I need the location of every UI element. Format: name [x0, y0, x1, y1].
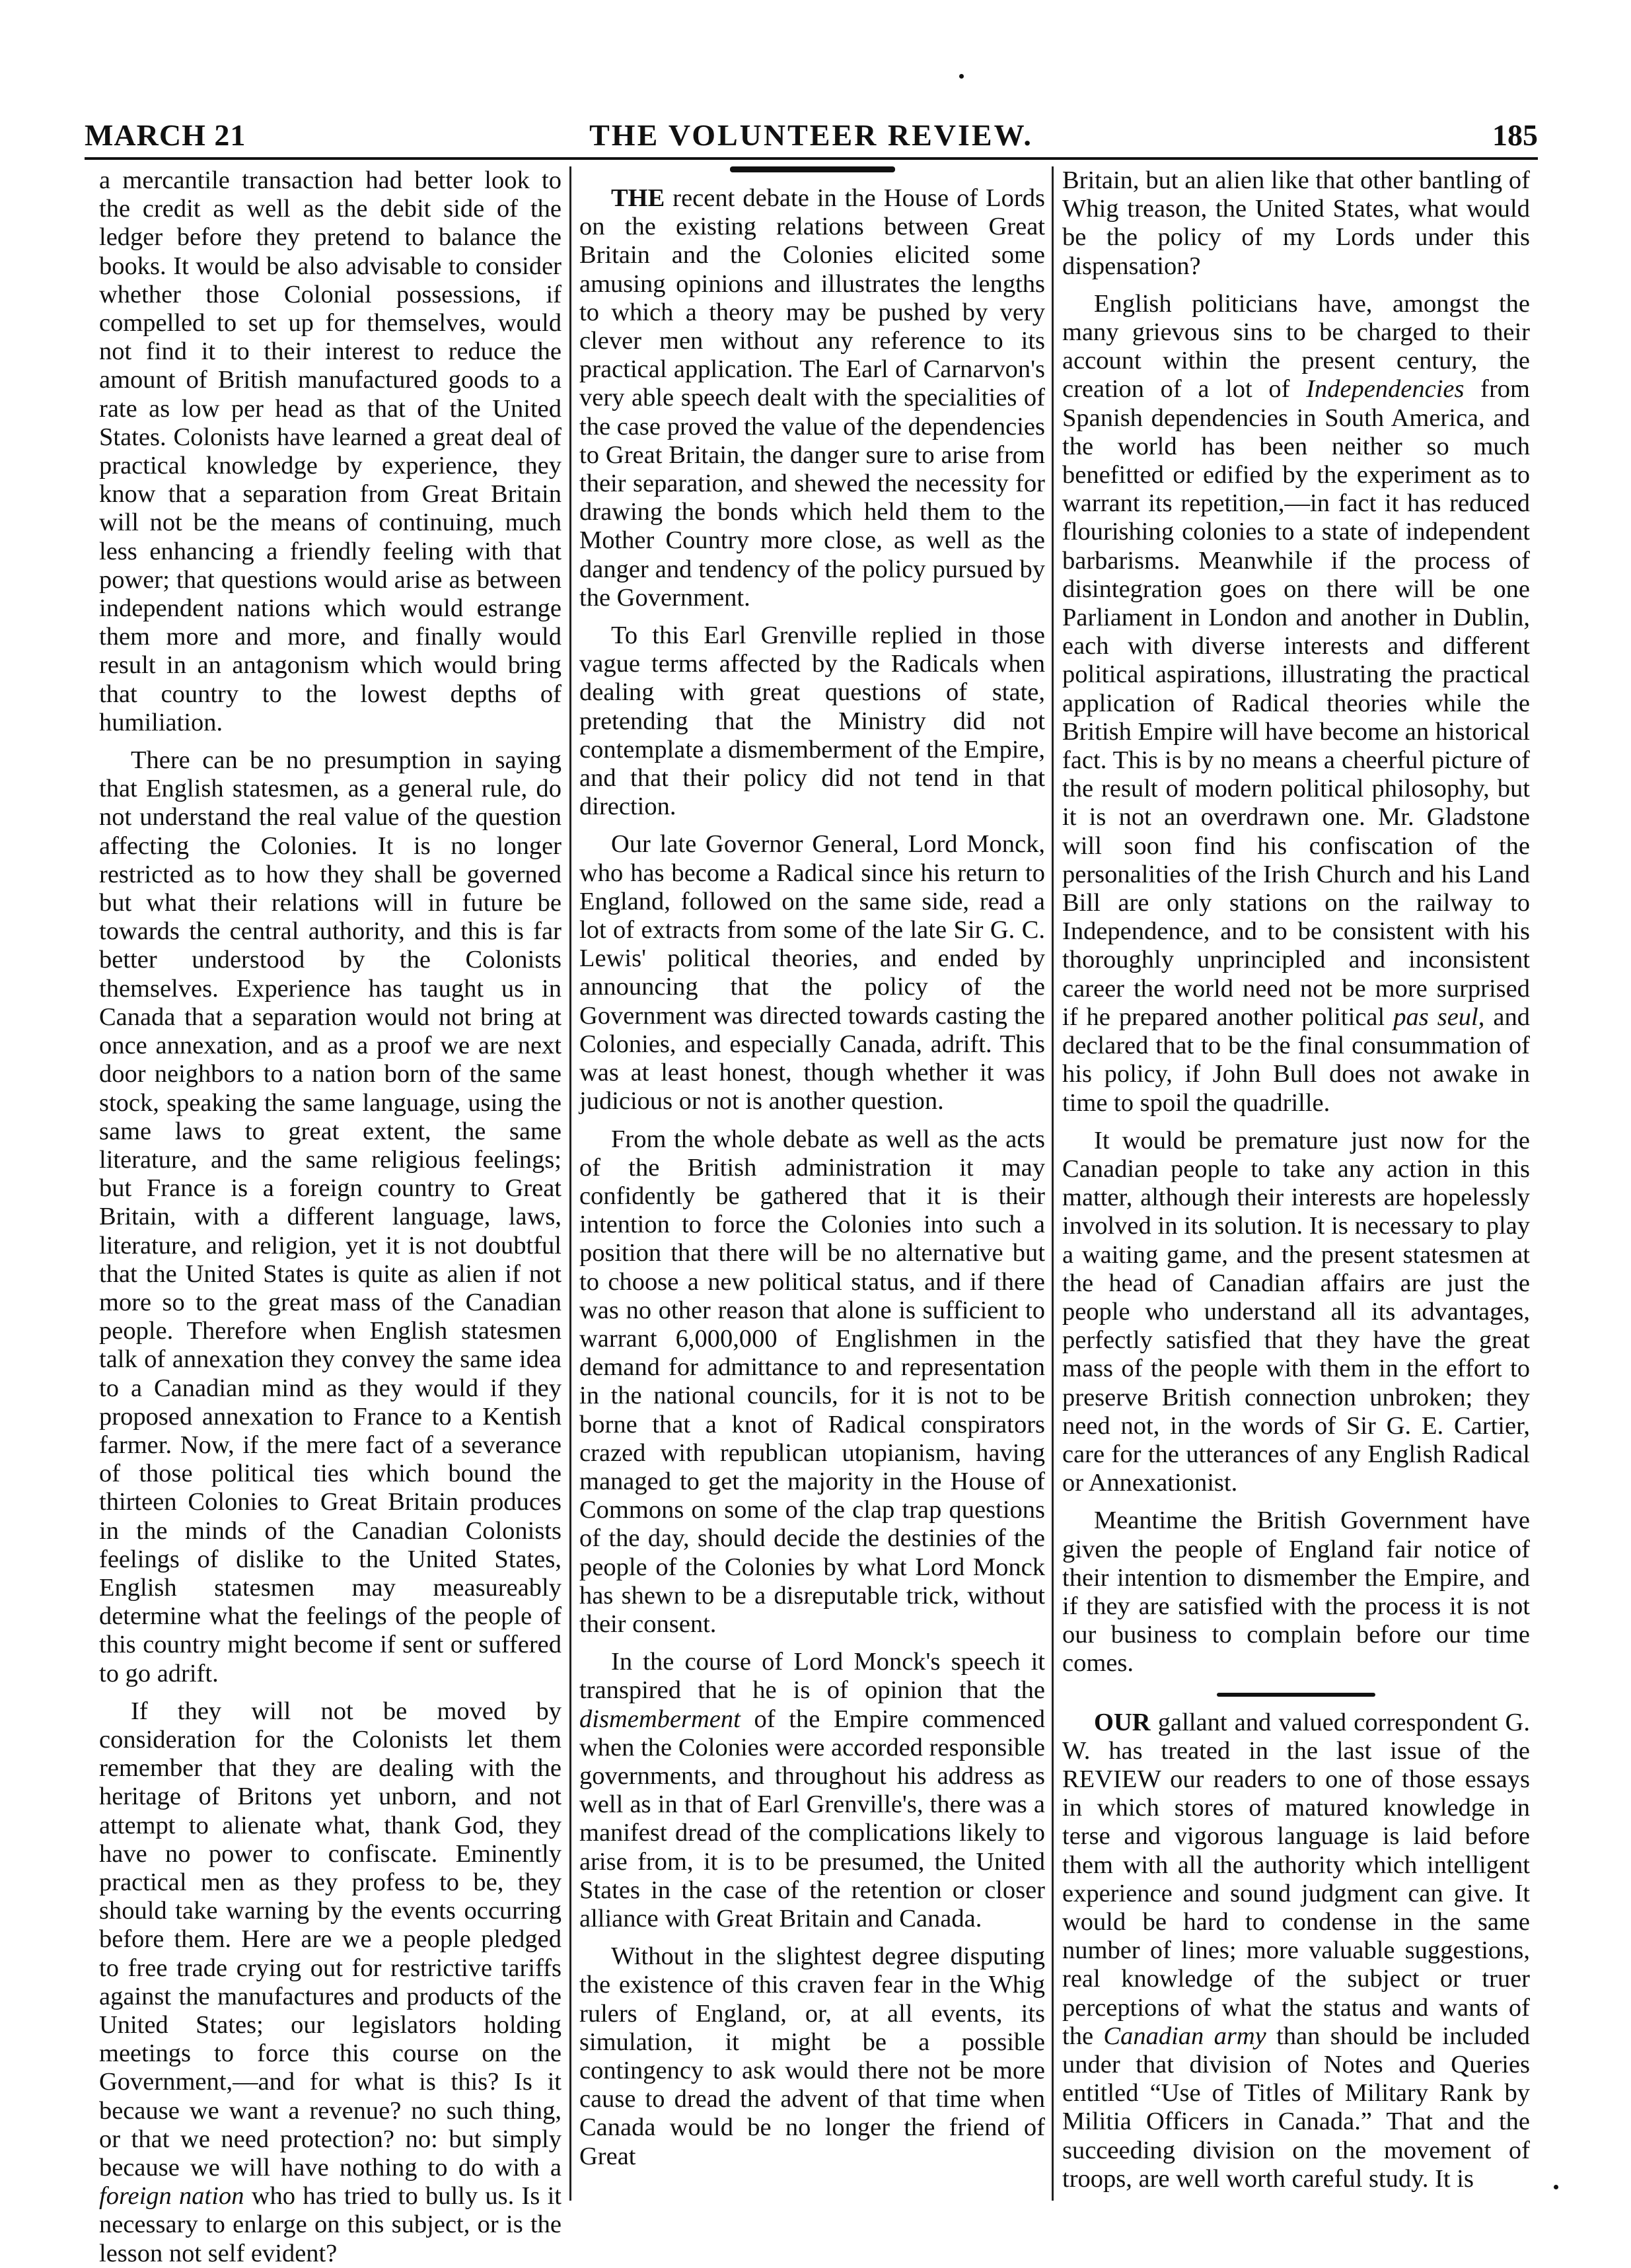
print-speck-2: [1554, 2185, 1558, 2189]
column-divider-1: [569, 166, 571, 2201]
print-speck: [959, 74, 964, 79]
issue-date: MARCH 21: [85, 118, 246, 152]
emphasis-pas-seul: pas seul,: [1393, 1003, 1485, 1031]
col3-paragraph-5: OUR gallant and valued correspondent G. W. has treated in the last issue of the REVIEW our readers to one of those essays in which stores of matured knowledge in terse and vigorous language is laid before them with all the authority which intelligent experience and sound judgment can give. It would be hard to condense in the same number of lines; more valuable suggestions, real knowledge of the subject or truer perceptions of what the status and wants of the Canadian army than should be included under that division of Notes and Queries entitled “Use of Titles of Military Rank by Militia Officers in Canada.” That and the succeeding division on the movement of troops, are well worth careful study. It is: [1062, 1708, 1531, 2193]
column-1: [99, 166, 562, 2267]
page-number: 185: [1492, 118, 1538, 152]
emphasis-dismemberment: dismemberment: [579, 1705, 741, 1733]
col1-paragraph-3: If they will not be moved by consideration for the Colonists let them remember that they are dealing with the heritage of Britons yet unborn, and not attempt to alienate what, thank God, they have no power to confiscate. Eminently practical men as they profess to be, they should take warning by the events occurring before them. Here are we a people pledged to free trade crying out for restrictive tariffs against the manufactures and products of the United States; our legislators holding meetings to force this course on the Government,—and for what is this? Is it because we want a revenue? no such thing, or that we need protection? no: but simply because we will have nothing to do with a foreign nation who has tried to bully us. Is it necessary to enlarge on this subject, or is the lesson not self evident?: [99, 1697, 562, 2267]
col1-paragraph-2: There can be no presumption in saying that English statesmen, as a general rule, do not understand the real value of the question affecting the Colonies. It is no longer restricted as to how they shall be governed but what their relations will in future be towards the central authority, and this is far better understood by the Colonists themselves. Experience has taught us in Canada that a separation would not bring at once annexation, and as a proof we are next door neighbors to a nation born of the same stock, speaking the same language, using the same laws to great extent, the same literature, and the same religious feelings; but France is a foreign country to Great Britain, with a different language, laws, literature, and religion, yet it is not doubtful that the United States is quite as alien if not more so to the great mass of the Canadian people. Therefore when English statesmen talk of annexation they convey the same idea to a Canadian mind as they would if they proposed annexation to France to a Kentish farmer. Now, if the mere fact of a severance of those political ties which bound the thirteen Colonies to Great Britain produces in the minds of the Canadian Colonists feelings of dislike to the United States, English statesmen may measureably determine what the feelings of the people of this country might become if sent or suffered to go adrift.: [99, 746, 562, 1687]
emphasis-foreign-nation: foreign nation: [99, 2182, 244, 2211]
col2-paragraph-4: From the whole debate as well as the acts of the British administration it may confidently be gathered that it is their intention to force the Colonies into such a position that there will be no alternative but to choose a new political status, and if there was no other reason that alone is sufficient to warrant 6,000,000 of Englishmen in the demand for admittance to and representation in the national councils, for it is not to be borne that a knot of Radical conspirators crazed with republican utopianism, having managed to get the majority in the House of Commons on some of the clap trap questions of the day, should decide the destinies of the people of the Colonies by what Lord Monck has shewn to be a disreputable trick, without their consent.: [579, 1125, 1045, 1638]
section-separator: [730, 166, 895, 172]
col2-paragraph-5: In the course of Lord Monck's speech it transpired that he is of opinion that the dismemberment of the Empire commenced when the Colonies were accorded responsible governments, and throughout his address as well as in that of Earl Grenville's, there was a manifest dread of the complications likely to arise from, it is to be presumed, the United States in the case of the retention or closer alliance with Great Britain and Canada.: [579, 1648, 1045, 1932]
col3-paragraph-4: Meantime the British Government have given the people of England fair notice of their intention to dismember the Empire, and if they are satisfied with the process it is not our business to complain before our time comes.: [1062, 1506, 1530, 1678]
header-rule: [85, 157, 1538, 160]
col2-paragraph-3: Our late Governor General, Lord Monck, who has become a Radical since his return to England, followed on the same side, read a lot of extracts from some of the late Sir G. C. Lewis' political theories, and ended by announcing that the policy of the Government was directed towards casting the Colonies, and especially Canada, adrift. This was at least honest, though whether it was judicious or not is another question.: [579, 830, 1045, 1116]
column-divider-2: [1052, 166, 1054, 2201]
emphasis-independencies: Independencies: [1306, 375, 1465, 404]
col3-paragraph-1: Britain, but an alien like that other bantling of Whig treason, the United States, what would be the policy of my Lords under this dispensation?: [1062, 166, 1530, 280]
lead-word-2: OUR: [1094, 1708, 1151, 1736]
column-2: [579, 166, 1045, 2201]
page-header: [85, 118, 1538, 157]
col1-paragraph-1: a mercantile transaction had better look to the credit as well as the debit side of the ledger before they pretend to balance the books. It would be also advisable to consider whether those Colonial possessions, if compelled to set up for themselves, would not find it to their interest to reduce the amount of British manufactured goods to a rate as low per head as that of the United States. Colonists have learned a great deal of practical knowledge by experience, they know that a separation from Great Britain will not be the means of continuing, much less enhancing a friendly feeling with that power; that questions would arise as between independent nations which would estrange them more and more, and finally would result in an antagonism which would bring that country to the lowest depths of humiliation.: [99, 166, 562, 736]
col2-paragraph-2: To this Earl Grenville replied in those vague terms affected by the Radicals when dealing with great questions of state, pretending that the Ministry did not contemplate a dismemberment of the Empire, and that their policy did not tend in that direction.: [579, 621, 1045, 821]
col2-paragraph-1: THE recent debate in the House of Lords on the existing relations between Great Britain and the Colonies elicited some amusing opinions and illustrates the lengths to which a theory may be pushed by very clever men without any reference to its practical application. The Earl of Carnarvon's very able speech dealt with the specialities of the case proved the value of the dependencies to Great Britain, the danger sure to arise from their separation, and shewed the necessity for drawing the bonds which held them to the Mother Country more close, as well as the danger and tendency of the policy pursued by the Government.: [579, 184, 1045, 612]
column-3: [1062, 166, 1530, 2201]
col2-paragraph-6: Without in the slightest degree disputing the existence of this craven fear in the Whig rulers of England, or, at all events, its simulation, it might be a possible contingency to ask would there not be more cause to dread the advent of that time when Canada would be no longer the friend of Great: [579, 1942, 1045, 2170]
section-separator-2: [1217, 1693, 1375, 1697]
col3-paragraph-3: It would be premature just now for the Canadian people to take any action in this matter, although their interests are hopelessly involved in its solution. It is necessary to play a waiting game, and the present statesmen at the head of Canadian affairs are just the people who understand all its advantages, perfectly satisfied that they have the great mass of the people with them in the effort to preserve British connection unbroken; they need not, in the words of Sir G. E. Cartier, care for the utterances of any English Radical or Annexationist.: [1062, 1126, 1530, 1497]
lead-word: THE: [611, 184, 665, 212]
masthead-title: THE VOLUNTEER REVIEW.: [589, 118, 1033, 152]
emphasis-canadian-army: Canadian army: [1103, 2022, 1266, 2050]
col3-paragraph-2: English politicians have, amongst the many grievous sins to be charged to their account within the present century, the creation of a lot of Independencies from Spanish dependencies in South America, and the world has been neither so much benefitted or edified by the experiment as to warrant its repetition,—in fact it has reduced flourishing colonies to a state of independent barbarisms. Meanwhile if the process of disintegration goes on there will be one Parliament in London and another in Dublin, each with diverse interests and different political aspirations, illustrating the practical application of Radical theories while the British Empire will have become an historical fact. This is by no means a cheerful picture of the result of modern political philosophy, but it is not an overdrawn one. Mr. Gladstone will soon find his confiscation of the personalities of the Irish Church and his Land Bill are only stations on the railway to Independence, and to be consistent with his thoroughly unprincipled and inconsistent career the world need not be more surprised if he prepared another political pas seul, and declared that to be the final consummation of his policy, if John Bull does not awake in time to spoil the quadrille.: [1062, 289, 1531, 1117]
